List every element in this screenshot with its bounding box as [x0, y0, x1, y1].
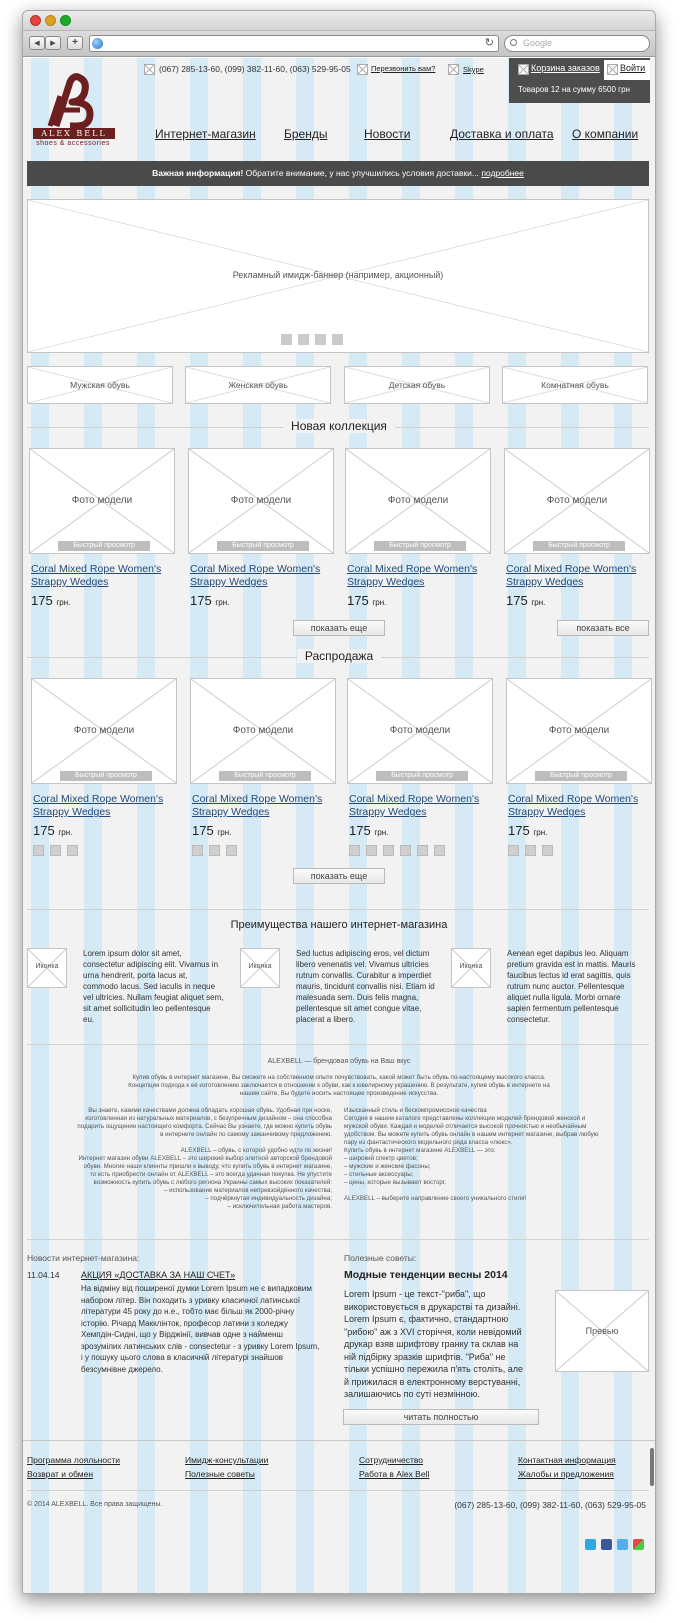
- back-icon: ◀: [34, 40, 40, 47]
- product-name-line: Strappy Wedges: [33, 806, 111, 818]
- address-bar[interactable]: [89, 35, 499, 52]
- banner-dot-4[interactable]: [332, 334, 343, 345]
- logo-text: ALEX BELL: [41, 129, 107, 138]
- quick-view-button[interactable]: Быстрый просмотр: [217, 541, 309, 551]
- product-name-line: Coral Mixed Rope Women's: [506, 563, 637, 575]
- footer-link-complaints[interactable]: Жалобы и предложения: [518, 1469, 614, 1479]
- icon-label: Иконка: [459, 963, 483, 970]
- advantage-text: [83, 948, 243, 1025]
- tips-line: ній підбірку зразків шрифтів. "Риба" не: [344, 1351, 506, 1362]
- price-currency: грн.: [531, 598, 546, 607]
- nav-brands[interactable]: Бренды: [284, 127, 328, 141]
- text-line: – широкий спектр цветов;: [344, 1155, 418, 1162]
- facebook-icon[interactable]: [601, 1539, 612, 1550]
- price-currency: грн.: [217, 828, 232, 837]
- product-name-link[interactable]: [349, 793, 479, 819]
- advantage-line: rutrum convallis. Curabitur a imperdiet: [296, 971, 432, 980]
- text-line: Купить обувь в интернет магазине ALEXBELL — это:: [344, 1147, 496, 1154]
- price-currency: грн.: [58, 828, 73, 837]
- advantage-line: rutrum nunc auctor. Pellentesque: [507, 982, 625, 991]
- product-name-link[interactable]: [190, 563, 320, 589]
- advantage-icon: [27, 948, 67, 988]
- phone-icon: [144, 64, 155, 75]
- advantage-line: pretium gravida est in mattis. Mauris: [507, 960, 636, 969]
- text-line: пару из фантастического модельного ряда класса «люкс».: [344, 1139, 513, 1146]
- web-page: [23, 58, 655, 1594]
- price-currency: грн.: [533, 828, 548, 837]
- login-icon: [607, 64, 618, 75]
- product-name-link[interactable]: [192, 793, 322, 819]
- seo-left-column: [27, 1107, 332, 1211]
- color-swatch[interactable]: [67, 845, 78, 856]
- category-label: Комнатная обувь: [541, 380, 609, 390]
- product-photo[interactable]: [506, 678, 652, 784]
- news-heading: Новости интернет-магазина:: [27, 1253, 140, 1263]
- product-photo[interactable]: [188, 448, 334, 554]
- product-name-line: Coral Mixed Rope Women's: [349, 793, 480, 805]
- copyright: © 2014 ALEXBELL. Все права защищены.: [27, 1501, 163, 1508]
- text-line: Вы знаете, какими качествами должна обладать хорошая обувь. Удобная при носке,: [88, 1107, 332, 1114]
- news-text: [81, 1283, 331, 1375]
- tips-text: [344, 1288, 554, 1401]
- product-photo[interactable]: [345, 448, 491, 554]
- price-value: 175: [192, 823, 214, 838]
- color-swatch[interactable]: [542, 845, 553, 856]
- text-line: удобством. Вы можете купить обувь онлайн в нашем интернет магазине, выбрав любую: [344, 1131, 599, 1138]
- quick-view-button[interactable]: Быстрый просмотр: [219, 771, 311, 781]
- divider: [27, 1044, 649, 1045]
- color-swatch[interactable]: [366, 845, 377, 856]
- product-price: [190, 593, 229, 608]
- advantage-text: [296, 948, 456, 1025]
- icon-label: Иконка: [248, 963, 272, 970]
- advantage-line: sit amet sollicitudin leo pellentesque: [83, 1004, 211, 1013]
- sale-show-more-button[interactable]: показать еще: [293, 868, 385, 884]
- price-currency: грн.: [215, 598, 230, 607]
- advantage-line: urna hendrerit, porta lacus at,: [83, 971, 188, 980]
- footer-link-contacts[interactable]: Контактная информация: [518, 1455, 616, 1465]
- seo-intro: [83, 1074, 595, 1098]
- news-title-link[interactable]: АКЦИЯ «ДОСТАВКА ЗА НАШ СЧЕТ»: [81, 1270, 236, 1280]
- plus-icon: +: [72, 37, 78, 48]
- cart-summary: Товаров 12 на сумму 6500 грн: [518, 85, 630, 94]
- read-more-button[interactable]: читать полностью: [343, 1409, 539, 1425]
- quick-view-button[interactable]: Быстрый просмотр: [533, 541, 625, 551]
- text-line: ALEXBELL – выберите направление своего уникального стиля!: [344, 1195, 527, 1202]
- google-icon[interactable]: [633, 1539, 644, 1550]
- nav-news[interactable]: Новости: [364, 127, 411, 141]
- advantage-line: mauris, tincidunt convallis nisi. Etiam id: [296, 982, 435, 991]
- quick-view-button[interactable]: Быстрый просмотр: [535, 771, 627, 781]
- advantage-line: faucibus lectus id erat sagittis, quis: [507, 971, 631, 980]
- text-line: [27, 1139, 332, 1147]
- quick-view-button[interactable]: Быстрый просмотр: [60, 771, 152, 781]
- seo-title: ALEXBELL — брендовая обувь на Ваш вкус: [267, 1058, 411, 1065]
- text-line: – стильные аксессуары;: [344, 1171, 414, 1178]
- cart-icon: [518, 64, 529, 75]
- photo-label: Фото модели: [71, 495, 133, 506]
- zoom-window-button[interactable]: [60, 15, 71, 26]
- text-line: – использование материалов непревзойдённого качества;: [163, 1187, 332, 1194]
- text-line: нашем сайте, Вы будете носить настоящее произведение искусства.: [239, 1090, 439, 1097]
- skype-icon: [448, 64, 459, 75]
- seo-right-column: [344, 1107, 649, 1203]
- icon-label: Иконка: [35, 963, 59, 970]
- product-price: [508, 823, 547, 838]
- login-link[interactable]: Войти: [620, 63, 646, 73]
- price-value: 175: [33, 823, 55, 838]
- forward-button[interactable]: [45, 36, 61, 50]
- color-swatch[interactable]: [508, 845, 519, 856]
- search-placeholder: Google: [523, 38, 553, 48]
- text-line: [344, 1187, 649, 1195]
- scrollbar-thumb[interactable]: [650, 1448, 654, 1486]
- banner-dot-1[interactable]: [281, 334, 292, 345]
- color-swatch[interactable]: [33, 845, 44, 856]
- advantage-line: consectetur.: [507, 1015, 551, 1024]
- advantage-line: aliquet nulla ligula. Morbi ornare: [507, 993, 621, 1002]
- product-price: [192, 823, 231, 838]
- advantages-title: Преимущества нашего интернет-магазина: [230, 919, 448, 931]
- reload-icon[interactable]: ↻: [484, 37, 494, 49]
- title-bar: [23, 11, 655, 31]
- photo-label: Фото модели: [548, 725, 610, 736]
- divider: [27, 1490, 649, 1491]
- footer-link-image-consult[interactable]: Имидж-консультации: [185, 1455, 269, 1465]
- color-swatch[interactable]: [525, 845, 536, 856]
- new-tab-button[interactable]: [67, 36, 83, 50]
- advantage-line: malesuada sem. Duis felis magna,: [296, 993, 419, 1002]
- product-name-line: Coral Mixed Rope Women's: [190, 563, 321, 575]
- text-line: – подчёркнутая индивидуальность дизайна;: [205, 1195, 332, 1202]
- quick-view-button[interactable]: Быстрый просмотр: [376, 771, 468, 781]
- product-price: [31, 593, 70, 608]
- text-line: – цены, которые вызывают восторг.: [344, 1179, 447, 1186]
- text-line: подарить ощущение настоящего комфорта. Сейчас Вы узнаете, где можно купить обувь: [77, 1123, 332, 1130]
- nav-about[interactable]: О компании: [572, 127, 639, 141]
- footer-link-tips[interactable]: Полезные советы: [185, 1469, 255, 1479]
- category-men[interactable]: [27, 366, 173, 404]
- photo-label: Фото модели: [387, 495, 449, 506]
- advantage-line: consectetur adipiscing elit. Vivamus in: [83, 960, 219, 969]
- price-value: 175: [31, 593, 53, 608]
- text-line: возможность купить обувь с любого региона Украины самых высоких показателей:: [93, 1179, 332, 1186]
- text-line: Концепция подхода к её изготовлению заключается в отношении к обуви, как к ювелирному украшению. В результате, купив обувь в интернете на: [128, 1082, 550, 1089]
- new-collection-title: Новая коллекция: [283, 419, 395, 433]
- tips-title: Модные тенденции весны 2014: [344, 1269, 508, 1281]
- product-price: [347, 593, 386, 608]
- category-home[interactable]: [502, 366, 648, 404]
- tips-line: друкар взяв шрифтову гранку та склав на: [344, 1339, 519, 1349]
- product-price: [506, 593, 545, 608]
- product-name-link[interactable]: [33, 793, 163, 819]
- news-line: безсумнівне джерело.: [81, 1364, 163, 1374]
- banner-dot-3[interactable]: [315, 334, 326, 345]
- photo-label: Фото модели: [230, 495, 292, 506]
- globe-icon: [92, 38, 103, 49]
- news-line: зрозумілих латинських слів - consectetur - з уривку Lorem Ipsum,: [81, 1341, 320, 1351]
- cart-panel: [509, 58, 650, 103]
- quick-view-button[interactable]: Быстрый просмотр: [374, 541, 466, 551]
- text-line: ALEXBELL – обувь, с которой удобно идти по жизни!: [180, 1147, 332, 1154]
- tips-line: тільки успішно пережила п'ять століть, але: [344, 1364, 524, 1374]
- tips-line: й прижилася в електронному верстуванні,: [344, 1376, 521, 1387]
- text-line: обуви. Многие наши клиенты пришли к выводу, что купить обувь в интернет магазине,: [83, 1163, 332, 1170]
- color-swatch[interactable]: [434, 845, 445, 856]
- tips-heading: Полезные советы:: [344, 1253, 417, 1263]
- product-name-line: Coral Mixed Rope Women's: [31, 563, 162, 575]
- tips-line: залишаючись по суті незмінною.: [344, 1389, 480, 1399]
- color-swatch[interactable]: [226, 845, 237, 856]
- footer-link-jobs[interactable]: Работа в Alex Bell: [359, 1469, 430, 1479]
- product-name-line: Strappy Wedges: [349, 806, 427, 818]
- callback-link[interactable]: Перезвонить вам?: [371, 64, 436, 73]
- product-name-line: Strappy Wedges: [508, 806, 586, 818]
- product-name-line: Strappy Wedges: [506, 576, 584, 588]
- tips-preview-image[interactable]: [555, 1290, 649, 1372]
- text-line: Интернет магазин обуви ALEXBELL – это широкий выбор элитной авторской брендовой: [78, 1155, 332, 1162]
- news-line: і у пошуку цього слова в класичній літературі знайшов: [81, 1353, 284, 1362]
- text-line: то есть приобрести онлайн от ALEXBELL – это всегда удачная покупка. Не упустите: [89, 1171, 332, 1178]
- price-value: 175: [349, 823, 371, 838]
- product-name-link[interactable]: [347, 563, 477, 589]
- notice-bar: [27, 161, 649, 186]
- price-value: 175: [506, 593, 528, 608]
- tips-line: Lorem Ipsum є, фактично, стандартною: [344, 1314, 509, 1324]
- tips-line: використовується в друкарстві та дизайні.: [344, 1301, 521, 1312]
- nav-shop[interactable]: Интернет-магазин: [155, 127, 256, 141]
- price-value: 175: [347, 593, 369, 608]
- product-name-line: Coral Mixed Rope Women's: [33, 793, 164, 805]
- browser-search-input[interactable]: [504, 35, 650, 52]
- minimize-window-button[interactable]: [45, 15, 56, 26]
- back-button[interactable]: [29, 36, 45, 50]
- product-name-link[interactable]: [506, 563, 636, 589]
- color-swatch[interactable]: [209, 845, 220, 856]
- browser-window: [22, 10, 656, 1594]
- news-date: 11.04.14: [27, 1270, 60, 1280]
- advantage-line: libero venenatis vel. Vivamus ultricies: [296, 960, 429, 969]
- photo-label: Фото модели: [232, 725, 294, 736]
- new-show-all-button[interactable]: показать все: [557, 620, 649, 636]
- photo-label: Фото модели: [546, 495, 608, 506]
- price-currency: грн.: [372, 598, 387, 607]
- photo-label: Фото модели: [389, 725, 451, 736]
- category-label: Женская обувь: [228, 380, 288, 390]
- category-label: Детская обувь: [388, 380, 446, 390]
- new-show-more-button[interactable]: показать еще: [293, 620, 385, 636]
- product-name-link[interactable]: [31, 563, 161, 589]
- advantage-text: [507, 948, 655, 1025]
- sale-title: Распродажа: [297, 649, 381, 663]
- notice-text: Обратите внимание, у нас улучшились условия доставки...: [243, 168, 482, 178]
- product-price: [33, 823, 72, 838]
- logo-tagline: shoes & accessories: [36, 140, 110, 147]
- notice-bold: Важная информация!: [152, 168, 244, 178]
- advantage-line: placerat a libero.: [296, 1015, 356, 1024]
- category-kids[interactable]: [344, 366, 490, 404]
- footer-link-loyalty[interactable]: Программа лояльности: [27, 1455, 120, 1465]
- price-currency: грн.: [56, 598, 71, 607]
- forward-icon: ▶: [50, 40, 56, 47]
- product-price: [349, 823, 388, 838]
- footer-link-returns[interactable]: Возврат и обмен: [27, 1469, 94, 1479]
- advantage-line: vel ultricies. Nullam feugiat aliquet sem,: [83, 993, 224, 1002]
- text-line: изготовленная из натуральных материалов, с безупречным дизайном – она способна: [85, 1115, 332, 1122]
- text-line: мужской обуви. Каждая и моделей отличается высокой прочностью и необычайным: [344, 1123, 587, 1130]
- text-line: Сегодня в нашем каталоге представлены коллекции моделей брендовой женской и: [344, 1115, 586, 1122]
- product-photo[interactable]: [190, 678, 336, 784]
- price-value: 175: [190, 593, 212, 608]
- text-line: – мужские и женские фасоны;: [344, 1163, 431, 1170]
- color-swatch[interactable]: [400, 845, 411, 856]
- category-label: Мужская обувь: [70, 380, 130, 390]
- product-name-link[interactable]: [508, 793, 638, 819]
- callback-icon: [357, 64, 368, 75]
- category-women[interactable]: [185, 366, 331, 404]
- product-name-line: Strappy Wedges: [192, 806, 270, 818]
- advantage-line: pellentesque sit amet congue vitae,: [296, 1004, 422, 1013]
- text-line: Купив обувь в интернет магазине, Вы сможете на собственном опыте почувствовать, какой может быть обувь по-настоящему высокого класса.: [132, 1074, 546, 1081]
- text-line: в интернете онлайн по самому заманчивому предложению.: [160, 1131, 332, 1138]
- product-photo[interactable]: [29, 448, 175, 554]
- notice-link[interactable]: подробнее: [481, 168, 524, 178]
- nav-delivery[interactable]: Доставка и оплата: [450, 127, 554, 141]
- twitter-icon[interactable]: [617, 1539, 628, 1550]
- divider: [27, 1239, 649, 1240]
- advantage-icon: [451, 948, 491, 988]
- product-photo[interactable]: [347, 678, 493, 784]
- product-photo[interactable]: [504, 448, 650, 554]
- product-photo[interactable]: [31, 678, 177, 784]
- browser-toolbar: [23, 31, 655, 57]
- preview-label: Превью: [585, 1326, 619, 1336]
- product-name-line: Coral Mixed Rope Women's: [347, 563, 478, 575]
- divider: [23, 1440, 655, 1441]
- photo-label: Фото модели: [73, 725, 135, 736]
- news-line: набором літер. Він походить з уривку класичної латинської: [81, 1295, 301, 1305]
- color-swatch[interactable]: [50, 845, 61, 856]
- color-swatch[interactable]: [349, 845, 360, 856]
- text-line: Изысканный стиль и бескомпромиссное качества: [344, 1107, 487, 1114]
- promo-banner[interactable]: [27, 199, 649, 353]
- price-value: 175: [508, 823, 530, 838]
- color-swatch[interactable]: [417, 845, 428, 856]
- tips-line: Lorem Ipsum - це текст-"риба", що: [344, 1289, 486, 1299]
- tips-line: "рибою" аж з XVI сторіччя, коли невідомий: [344, 1326, 522, 1337]
- magnifier-icon: [510, 39, 517, 46]
- login-box[interactable]: [604, 60, 650, 80]
- color-swatch[interactable]: [192, 845, 203, 856]
- skype-link[interactable]: Skype: [463, 65, 484, 74]
- banner-dot-2[interactable]: [298, 334, 309, 345]
- product-name-line: Coral Mixed Rope Women's: [508, 793, 639, 805]
- banner-label: Рекламный имидж-баннер (например, акционный): [232, 270, 444, 280]
- footer-phones: (067) 285-13-60, (099) 382-11-60, (063) 529-95-05: [454, 1500, 646, 1510]
- text-line: – исключительная работа мастеров.: [227, 1203, 332, 1210]
- advantage-icon: [240, 948, 280, 988]
- header-phones: (067) 285-13-60, (099) 382-11-60, (063) 529-95-05: [159, 64, 351, 74]
- price-currency: грн.: [374, 828, 389, 837]
- advantage-line: Sed luctus adipiscing eros, vel dictum: [296, 949, 430, 958]
- advantage-line: sapien fermentum pellentesque: [507, 1004, 619, 1013]
- product-name-line: Strappy Wedges: [31, 576, 109, 588]
- skype-social-icon[interactable]: [585, 1539, 596, 1550]
- advantage-line: Aenean eget dapibus leo. Aliquam: [507, 949, 629, 958]
- divider: [27, 909, 649, 910]
- advantage-line: Lorem ipsum dolor sit amet,: [83, 949, 182, 958]
- news-line: літератури 45 року до н.е., тобто має більш як 2000-річну: [81, 1307, 295, 1316]
- advantage-line: commodo lacus. Sed iaculis in neque: [83, 982, 216, 991]
- news-line: Хемпдін-Сидні, що у Вірджінії, вивчав одне з найменш: [81, 1330, 283, 1339]
- footer-link-cooperation[interactable]: Сотрудничество: [359, 1455, 424, 1465]
- product-name-line: Strappy Wedges: [347, 576, 425, 588]
- color-swatch[interactable]: [383, 845, 394, 856]
- quick-view-button[interactable]: Быстрый просмотр: [58, 541, 150, 551]
- cart-link[interactable]: Корзина заказов: [531, 63, 600, 73]
- advantage-line: eu.: [83, 1015, 95, 1024]
- product-name-line: Coral Mixed Rope Women's: [192, 793, 323, 805]
- news-line: історію. Річард Макклінток, професор латини з коледжу: [81, 1318, 288, 1328]
- close-window-button[interactable]: [30, 15, 41, 26]
- news-line: На відміну від поширеної думки Lorem Ipsum не є випадковим: [81, 1284, 312, 1293]
- product-name-line: Strappy Wedges: [190, 576, 268, 588]
